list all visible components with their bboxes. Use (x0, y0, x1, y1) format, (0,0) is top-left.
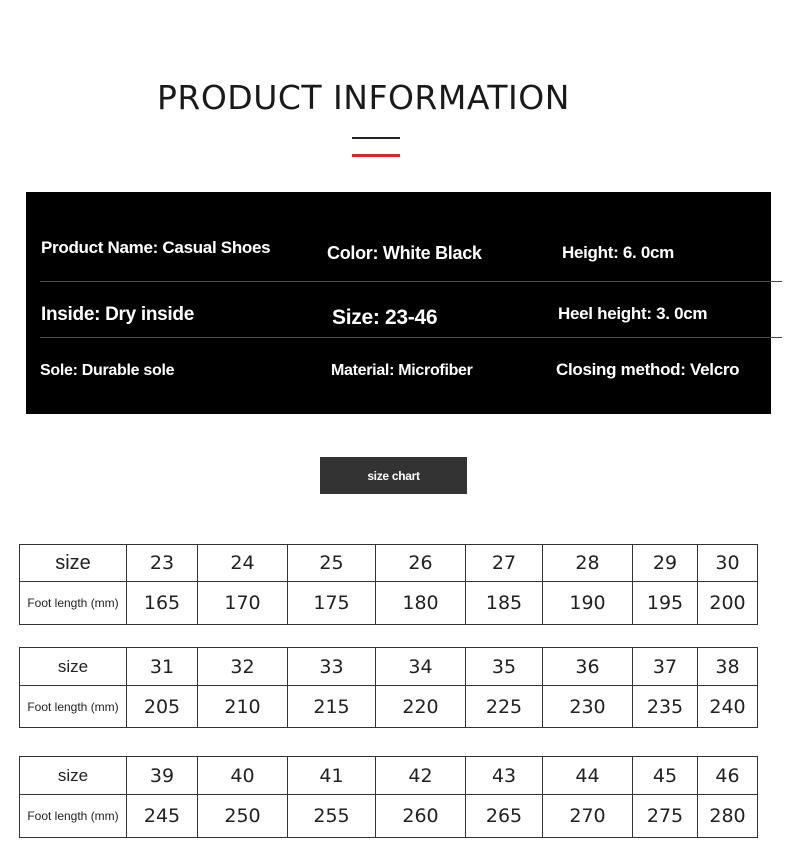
title-underline-black (352, 137, 400, 139)
foot-length-label: Foot length (mm) (20, 795, 127, 838)
size-row (20, 648, 758, 686)
size-cell: 29 (633, 545, 698, 582)
size-cell: 34 (376, 648, 466, 686)
size-table (19, 544, 758, 625)
length-cell: 195 (633, 582, 698, 625)
length-cell: 215 (288, 686, 376, 728)
length-cell: 235 (633, 686, 698, 728)
info-divider (40, 337, 782, 338)
length-cell: 245 (127, 795, 198, 838)
size-cell: 45 (633, 757, 698, 795)
length-cell: 250 (198, 795, 288, 838)
size-cell: 32 (198, 648, 288, 686)
foot-length-label: Foot length (mm) (20, 582, 127, 625)
info-color: Color: White Black (327, 243, 482, 263)
size-row (20, 757, 758, 795)
size-cell: 26 (376, 545, 466, 582)
foot-length-row (20, 686, 758, 728)
size-cell: 31 (127, 648, 198, 686)
size-cell: 46 (698, 757, 758, 795)
size-cell: 42 (376, 757, 466, 795)
length-cell: 240 (698, 686, 758, 728)
page-title: PRODUCT INFORMATION (157, 78, 570, 117)
info-height: Height: 6. 0cm (562, 243, 674, 262)
size-cell: 27 (466, 545, 543, 582)
info-heel-height: Heel height: 3. 0cm (558, 304, 708, 323)
foot-length-label: Foot length (mm) (20, 686, 127, 728)
info-size: Size: 23-46 (332, 306, 438, 329)
size-cell: 38 (698, 648, 758, 686)
size-row (20, 545, 758, 582)
info-closing-method: Closing method: Velcro (556, 360, 740, 379)
length-cell: 265 (466, 795, 543, 838)
size-cell: 37 (633, 648, 698, 686)
size-cell: 28 (543, 545, 633, 582)
length-cell: 165 (127, 582, 198, 625)
size-cell: 24 (198, 545, 288, 582)
size-label: size (20, 757, 127, 795)
length-cell: 230 (543, 686, 633, 728)
length-cell: 275 (633, 795, 698, 838)
size-cell: 30 (698, 545, 758, 582)
size-table (19, 756, 758, 838)
size-label: size (20, 545, 127, 582)
length-cell: 205 (127, 686, 198, 728)
size-cell: 36 (543, 648, 633, 686)
length-cell: 260 (376, 795, 466, 838)
size-cell: 43 (466, 757, 543, 795)
size-cell: 33 (288, 648, 376, 686)
info-sole: Sole: Durable sole (40, 362, 175, 379)
length-cell: 255 (288, 795, 376, 838)
length-cell: 170 (198, 582, 288, 625)
info-inside: Inside: Dry inside (41, 304, 194, 325)
size-cell: 39 (127, 757, 198, 795)
size-cell: 23 (127, 545, 198, 582)
product-info-panel (26, 192, 771, 414)
size-chart-button[interactable]: size chart (320, 457, 467, 494)
info-product-name: Product Name: Casual Shoes (41, 238, 271, 257)
length-cell: 220 (376, 686, 466, 728)
size-cell: 25 (288, 545, 376, 582)
info-divider (40, 281, 782, 282)
length-cell: 200 (698, 582, 758, 625)
foot-length-row (20, 795, 758, 838)
size-label: size (20, 648, 127, 686)
size-cell: 41 (288, 757, 376, 795)
length-cell: 175 (288, 582, 376, 625)
info-material: Material: Microfiber (331, 362, 473, 379)
title-underline-red (352, 154, 400, 157)
size-cell: 40 (198, 757, 288, 795)
length-cell: 210 (198, 686, 288, 728)
size-table (19, 647, 758, 728)
size-cell: 35 (466, 648, 543, 686)
length-cell: 180 (376, 582, 466, 625)
length-cell: 185 (466, 582, 543, 625)
foot-length-row (20, 582, 758, 625)
length-cell: 270 (543, 795, 633, 838)
length-cell: 280 (698, 795, 758, 838)
length-cell: 225 (466, 686, 543, 728)
size-cell: 44 (543, 757, 633, 795)
length-cell: 190 (543, 582, 633, 625)
